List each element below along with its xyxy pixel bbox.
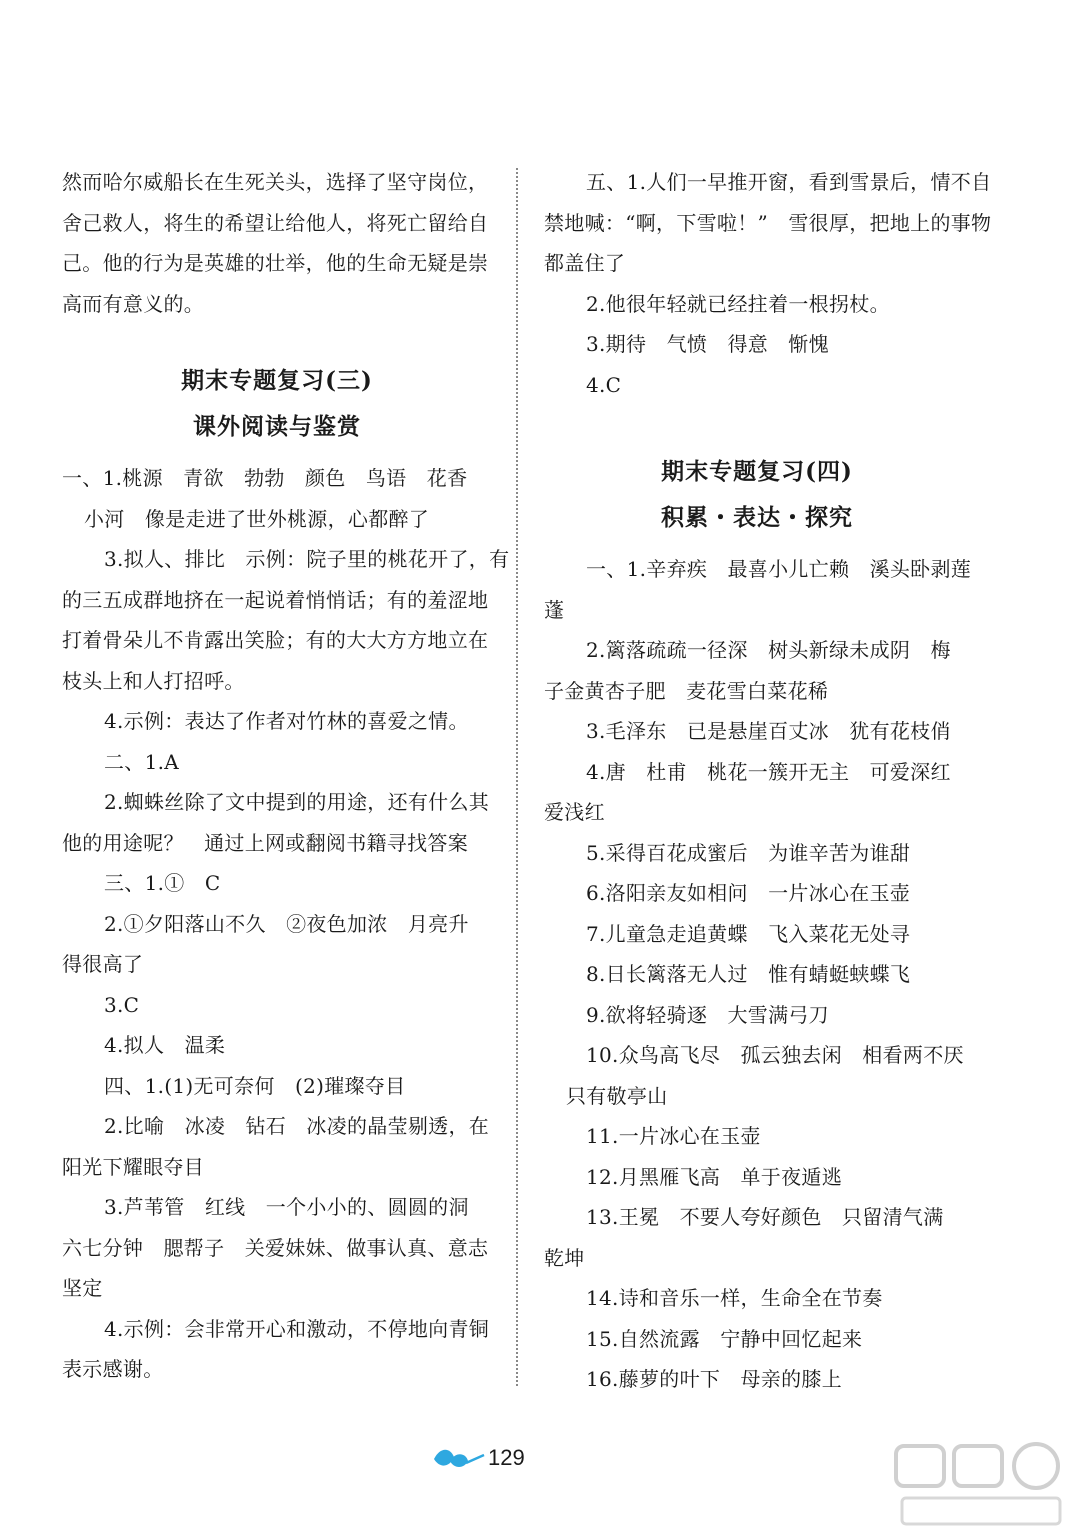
text-line: 六七分钟 腮帮子 关爱妹妹、做事认真、意志 bbox=[62, 1235, 489, 1260]
text-line: 舍己救人，将生的希望让给他人，将死亡留给自 bbox=[62, 210, 489, 235]
text-line: 16.藤萝的叶下 母亲的膝上 bbox=[586, 1367, 843, 1391]
text-line: 14.诗和音乐一样，生命全在节奏 bbox=[586, 1286, 883, 1310]
page-number: 129 bbox=[488, 1445, 525, 1470]
text-line: 蓬 bbox=[544, 597, 565, 622]
right-answers bbox=[544, 549, 970, 1400]
text-line: 的三五成群地挤在一起说着悄悄话；有的羞涩地 bbox=[62, 587, 489, 612]
section-subtitle-4: 积累・表达・探究 bbox=[661, 504, 853, 531]
text-line: 4.C bbox=[586, 372, 622, 397]
text-line: 打着骨朵儿不肯露出笑脸；有的大大方方地立在 bbox=[62, 628, 489, 652]
text-line: 2.篱落疏疏一径深 树头新绿未成阴 梅 bbox=[586, 638, 951, 662]
text-line: 乾坤 bbox=[544, 1245, 585, 1270]
text-line: 4.示例：表达了作者对竹林的喜爱之情。 bbox=[104, 709, 469, 733]
text-line: 己。他的行为是英雄的壮举，他的生命无疑是崇 bbox=[62, 251, 489, 275]
text-line: 一、1.桃源 青欲 勃勃 颜色 鸟语 花香 bbox=[62, 466, 468, 490]
text-line: 阳光下耀眼夺目 bbox=[62, 1154, 205, 1179]
text-line: 爱浅红 bbox=[544, 800, 605, 824]
text-line: 7.儿童急走追黄蝶 飞入菜花无处寻 bbox=[586, 921, 911, 946]
text-line: 3.期待 气愤 得意 惭愧 bbox=[586, 332, 829, 356]
left-answers bbox=[62, 458, 510, 1390]
text-line: 高而有意义的。 bbox=[62, 291, 205, 316]
text-line: 3.毛泽东 已是悬崖百丈冰 犹有花枝俏 bbox=[586, 719, 951, 743]
text-line: 表示感谢。 bbox=[62, 1357, 164, 1381]
text-line: 4.拟人 温柔 bbox=[104, 1033, 226, 1057]
left-intro-paragraph bbox=[62, 162, 492, 324]
text-line: 13.王冕 不要人夸好颜色 只留清气满 bbox=[586, 1205, 944, 1229]
text-line: 一、1.辛弃疾 最喜小儿亡赖 溪头卧剥莲 bbox=[586, 557, 972, 581]
text-line: 禁地喊：“啊，下雪啦！” 雪很厚，把地上的事物 bbox=[544, 210, 992, 235]
text-line: 四、1.(1)无可奈何 (2)璀璨夺目 bbox=[104, 1073, 406, 1098]
text-line: 5.采得百花成蜜后 为谁辛苦为谁甜 bbox=[586, 840, 911, 865]
text-line: 3.C bbox=[104, 992, 140, 1017]
right-column bbox=[544, 162, 992, 1400]
text-line: 6.洛阳亲友如相问 一片冰心在玉壶 bbox=[586, 881, 911, 905]
text-line: 8.日长篱落无人过 惟有蜻蜓蛱蝶飞 bbox=[586, 962, 911, 986]
text-line: 子金黄杏子肥 麦花雪白菜花稀 bbox=[544, 678, 829, 703]
text-line: 3.芦苇管 红线 一个小小的、圆圆的洞 bbox=[104, 1195, 469, 1219]
left-column bbox=[62, 162, 510, 1390]
leaf-icon bbox=[430, 1441, 486, 1475]
text-line: 2.①夕阳落山不久 ②夜色加浓 月亮升 bbox=[104, 911, 469, 936]
text-line: 4.示例：会非常开心和激动，不停地向青铜 bbox=[104, 1316, 490, 1341]
text-line: 9.欲将轻骑逐 大雪满弓刀 bbox=[586, 1002, 829, 1027]
text-line: 他的用途呢？ 通过上网或翻阅书籍寻找答案 bbox=[62, 830, 468, 855]
section-title-3: 期末专题复习(三) bbox=[181, 367, 373, 394]
text-line: 11.一片冰心在玉壶 bbox=[586, 1124, 761, 1148]
text-line: 枝头上和人打招呼。 bbox=[62, 668, 245, 693]
text-line: 小河 像是走进了世外桃源，心都醉了 bbox=[84, 506, 430, 531]
text-line: 五、1.人们一早推开窗，看到雪景后，情不自 bbox=[586, 170, 992, 194]
text-line: 10.众鸟高飞尽 孤云独去闲 相看两不厌 bbox=[586, 1043, 964, 1067]
watermark-logo-icon bbox=[892, 1440, 1068, 1530]
text-line: 2.比喻 冰凌 钻石 冰凌的晶莹剔透，在 bbox=[104, 1114, 490, 1138]
text-line: 然而哈尔威船长在生死关头，选择了坚守岗位， bbox=[62, 170, 489, 194]
text-line: 15.自然流露 宁静中回忆起来 bbox=[586, 1326, 863, 1351]
text-line: 2.他很年轻就已经拄着一根拐杖。 bbox=[586, 291, 890, 316]
text-line: 3.拟人、排比 示例：院子里的桃花开了，有 bbox=[104, 547, 510, 571]
text-line: 得很高了 bbox=[62, 952, 144, 976]
text-line: 12.月黑雁飞高 单于夜遁逃 bbox=[586, 1164, 843, 1189]
column-divider bbox=[516, 168, 518, 1386]
section-title-4: 期末专题复习(四) bbox=[661, 458, 853, 485]
section-subtitle-3: 课外阅读与鉴赏 bbox=[193, 413, 361, 440]
right-top-answers bbox=[544, 162, 992, 405]
text-line: 都盖住了 bbox=[544, 251, 626, 275]
text-line: 二、1.A bbox=[104, 749, 180, 774]
text-line: 只有敬亭山 bbox=[566, 1083, 668, 1108]
text-line: 2.蜘蛛丝除了文中提到的用途，还有什么其 bbox=[104, 790, 490, 814]
text-line: 4.唐 杜甫 桃花一簇开无主 可爱深红 bbox=[586, 759, 951, 784]
text-line: 三、1.① C bbox=[104, 871, 221, 895]
text-line: 坚定 bbox=[62, 1276, 103, 1300]
